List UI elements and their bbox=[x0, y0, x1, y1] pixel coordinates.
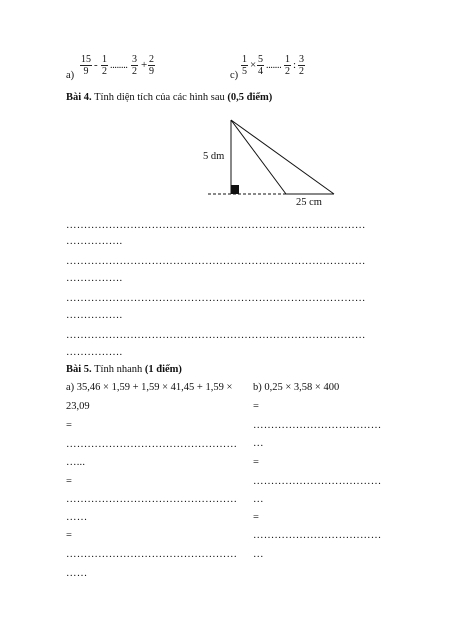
problem-a-label: a) bbox=[66, 70, 75, 81]
answer-line-end: ……………. bbox=[66, 347, 123, 358]
problem-c-fraction-4: $\frac{3}{2}$ bbox=[299, 54, 304, 77]
problem-a-blank: ........ bbox=[110, 60, 128, 71]
part-b-answer-line: ……………………………… bbox=[253, 420, 381, 431]
part-a-expression-line-1: a) 35,46 × 1,59 + 1,59 × 41,45 + 1,59 × bbox=[66, 382, 233, 393]
part-a-expression-line-2: 23,09 bbox=[66, 401, 90, 412]
right-angle-marker bbox=[231, 185, 239, 194]
answer-line-end: ……………. bbox=[66, 236, 123, 247]
problem-a-fraction-2: $\frac{1}{2}$ bbox=[102, 54, 107, 77]
bai5-heading bbox=[66, 364, 182, 375]
problem-c-operator-1: × bbox=[250, 59, 257, 71]
height-label: 5 dm bbox=[203, 151, 225, 162]
problem-c-blank: ....... bbox=[266, 60, 282, 71]
problem-c-fraction-3: $\frac{1}{2}$ bbox=[285, 54, 290, 77]
part-a-answer-line-end: …... bbox=[66, 457, 86, 468]
bai4-title: Bài 4. bbox=[66, 92, 92, 103]
answer-line: ………………………………………………………………………… bbox=[66, 330, 366, 341]
part-b-answer-line-end: … bbox=[253, 494, 264, 505]
part-b-expression: b) 0,25 × 3,58 × 400 bbox=[253, 382, 340, 393]
part-b-answer-line-end: … bbox=[253, 438, 264, 449]
part-b-equals: = bbox=[253, 401, 259, 412]
problem-a-fraction-3: $\frac{3}{2}$ bbox=[132, 54, 137, 77]
problem-c-label: c) bbox=[230, 70, 239, 81]
part-b-answer-line-end: … bbox=[253, 549, 264, 560]
problem-a-operator-2: + bbox=[141, 59, 148, 71]
triangle-outer-side bbox=[231, 120, 334, 194]
base-label: 25 cm bbox=[296, 197, 322, 208]
answer-line: ………………………………………………………………………… bbox=[66, 220, 366, 231]
problem-a-operator-1: - bbox=[94, 59, 98, 71]
part-b-equals: = bbox=[253, 512, 259, 523]
part-a-answer-line: ………………………………………… bbox=[66, 549, 238, 560]
part-a-equals: = bbox=[66, 420, 72, 431]
part-a-answer-line: ………………………………………… bbox=[66, 439, 238, 450]
part-a-answer-line: ………………………………………… bbox=[66, 494, 238, 505]
part-a-answer-line-end: …… bbox=[66, 512, 88, 523]
problem-c-operator-2: : bbox=[293, 59, 297, 71]
problem-a-fraction-4: $\frac{2}{9}$ bbox=[149, 54, 154, 77]
bai4-points: (0,5 điểm) bbox=[227, 92, 273, 103]
part-a-equals: = bbox=[66, 476, 72, 487]
part-a-equals: = bbox=[66, 530, 72, 541]
answer-line: ………………………………………………………………………… bbox=[66, 293, 366, 304]
bai5-title: Bài 5. bbox=[66, 364, 92, 375]
triangle-inner-side bbox=[231, 120, 286, 194]
bai5-points: (1 điểm) bbox=[144, 364, 182, 375]
part-a-answer-line-end: …… bbox=[66, 568, 88, 579]
problem-a-fraction-1: $\frac{15}{9}$ bbox=[81, 54, 91, 77]
part-b-answer-line: ……………………………… bbox=[253, 530, 381, 541]
part-b-equals: = bbox=[253, 457, 259, 468]
problem-c-fraction-1: $\frac{1}{5}$ bbox=[242, 54, 247, 77]
answer-line-end: ……………. bbox=[66, 310, 123, 321]
bai5-text: Tính nhanh bbox=[91, 364, 145, 375]
bai4-text: Tính diện tích của các hình sau bbox=[91, 92, 228, 103]
part-b-answer-line: ……………………………… bbox=[253, 476, 381, 487]
answer-line: ………………………………………………………………………… bbox=[66, 256, 366, 267]
problem-c-fraction-2: $\frac{5}{4}$ bbox=[258, 54, 263, 77]
answer-line-end: ……………. bbox=[66, 273, 123, 284]
